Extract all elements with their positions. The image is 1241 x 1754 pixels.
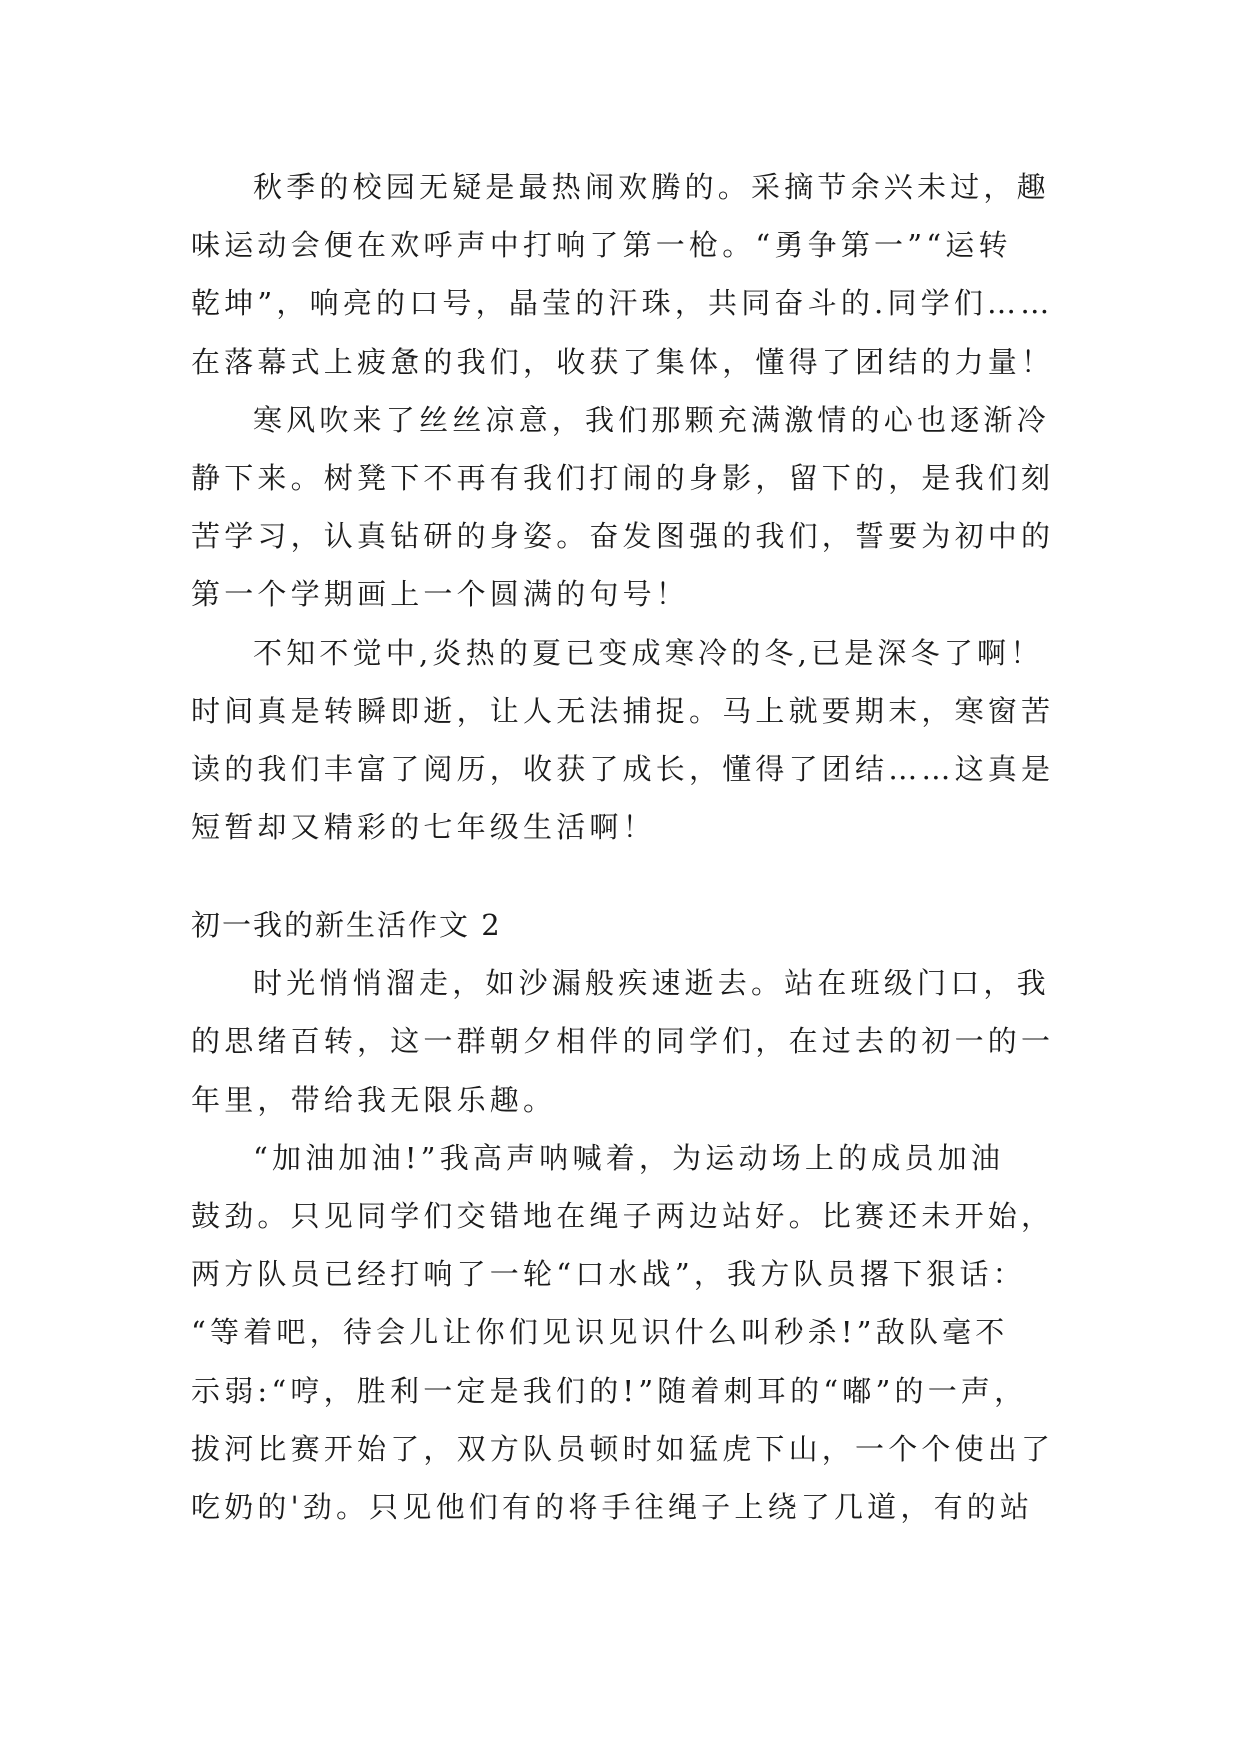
text-line: 两方队员已经打响了一轮“口水战”，我方队员撂下狠话： xyxy=(191,1257,1026,1292)
text-line: 在落幕式上疲惫的我们，收获了集体，懂得了团结的力量！ xyxy=(191,344,1055,379)
essay-title: 初一我的新生活作文 2 xyxy=(191,908,502,942)
text-line: 年里，带给我无限乐趣。 xyxy=(191,1082,557,1117)
paragraph-autumn xyxy=(191,158,1071,391)
text-line: 拔河比赛开始了，双方队员顿时如猛虎下山，一个个使出了 xyxy=(191,1431,1055,1466)
essay-section-two xyxy=(191,896,1071,1536)
text-line: 乾坤”，响亮的口号，晶莹的汗珠，共同奋斗的.同学们…… xyxy=(191,286,1054,321)
text-line: 第一个学期画上一个圆满的句号！ xyxy=(191,577,690,612)
text-line: 味运动会便在欢呼声中打响了第一枪。“勇争第一”“运转 xyxy=(191,228,1012,263)
paragraph-cold-wind xyxy=(191,391,1071,624)
text-line: 苦学习，认真钻研的身姿。奋发图强的我们，誓要为初中的 xyxy=(191,519,1055,554)
paragraph-winter xyxy=(191,624,1071,857)
text-line: 静下来。树凳下不再有我们打闹的身影，留下的，是我们刻 xyxy=(191,461,1055,496)
text-line: 读的我们丰富了阅历，收获了成长，懂得了团结……这真是 xyxy=(191,752,1055,787)
text-line: “加油加油!”我高声呐喊着，为运动场上的成员加油 xyxy=(253,1140,1005,1175)
text-line: 时光悄悄溜走，如沙漏般疾速逝去。站在班级门口，我 xyxy=(253,966,1050,1001)
paragraph-tug-of-war xyxy=(191,1129,1071,1536)
text-line: 短暂却又精彩的七年级生活啊！ xyxy=(191,810,656,845)
text-line: 寒风吹来了丝丝凉意，我们那颗充满激情的心也逐渐冷 xyxy=(253,402,1050,437)
text-line: 吃奶的'劲。只见他们有的将手往绳子上绕了几道，有的站 xyxy=(191,1490,1034,1525)
text-line: “等着吧，待会儿让你们见识见识什么叫秒杀!”敌队毫不 xyxy=(191,1315,1009,1350)
text-line: 的思绪百转，这一群朝夕相伴的同学们，在过去的初一的一 xyxy=(191,1024,1055,1059)
text-line: 不知不觉中,炎热的夏已变成寒冷的冬,已是深冬了啊！ xyxy=(253,635,1044,670)
paragraph-time-flies xyxy=(191,954,1071,1129)
text-line: 时间真是转瞬即逝，让人无法捕捉。马上就要期末，寒窗苦 xyxy=(191,693,1055,728)
text-line: 鼓劲。只见同学们交错地在绳子两边站好。比赛还未开始， xyxy=(191,1199,1055,1234)
text-line: 秋季的校园无疑是最热闹欢腾的。采摘节余兴未过，趣 xyxy=(253,170,1050,204)
essay-section-one xyxy=(191,158,1071,856)
text-line: 示弱:“哼，胜利一定是我们的!”随着刺耳的“嘟”的一声， xyxy=(191,1373,1028,1408)
